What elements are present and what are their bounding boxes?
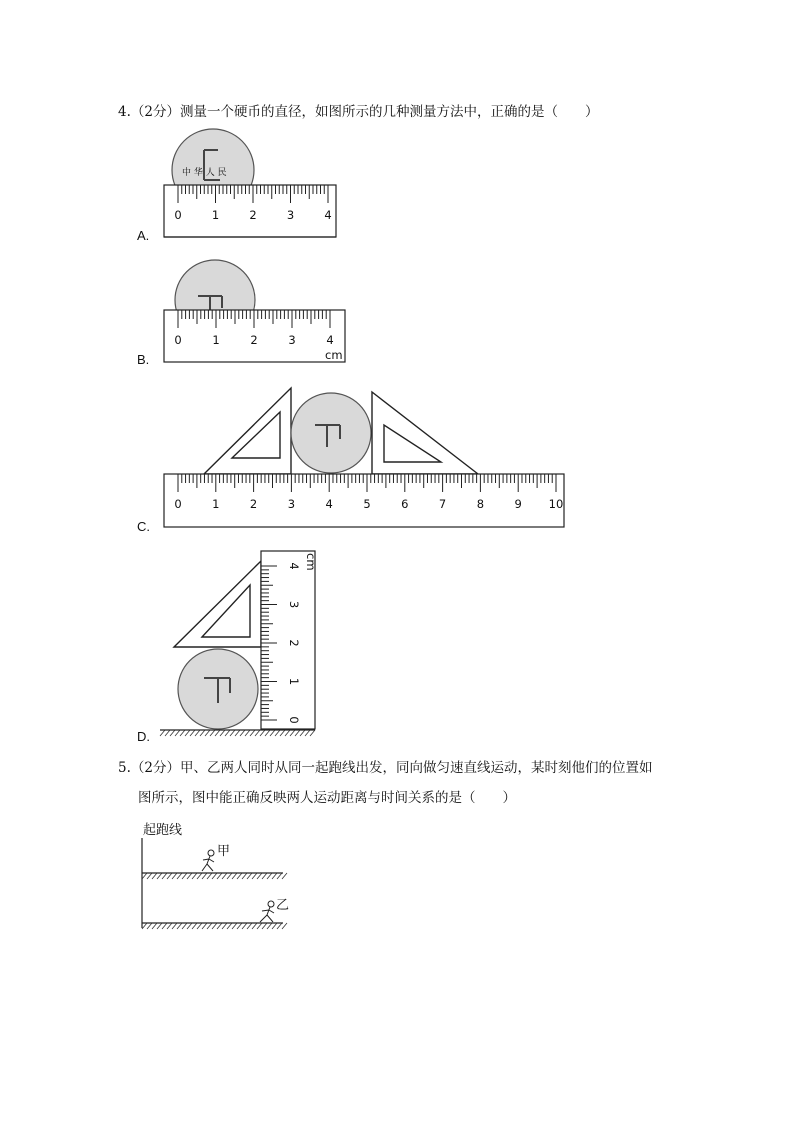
triangle-d-inner — [202, 585, 250, 637]
figure-q5 — [135, 818, 295, 938]
ruler-d-unit: cm — [304, 553, 318, 571]
ruler-tick-label: 4 — [325, 497, 333, 511]
ruler-tick-label: 4 — [326, 333, 334, 347]
ruler-tick-label: 0 — [174, 497, 182, 511]
track-upper-hatch — [142, 873, 287, 879]
ruler-tick-label: 0 — [287, 716, 301, 724]
question-5-line1: 5.（2分）甲、乙两人同时从同一起跑线出发，同向做匀速直线运动，某时刻他们的位置如 — [118, 760, 653, 776]
ruler-tick-label: 10 — [548, 497, 564, 511]
ruler-tick-label: 2 — [249, 208, 257, 222]
question-4-text: 4.（2分）测量一个硬币的直径，如图所示的几种测量方法中，正确的是（ ） — [118, 104, 599, 120]
figure-a — [160, 130, 350, 245]
ruler-tick-label: 8 — [476, 497, 485, 511]
track-lower-hatch — [142, 923, 287, 929]
ruler-tick-label: 7 — [438, 497, 447, 511]
ruler-tick-label: 6 — [401, 497, 409, 511]
option-b-label: B. — [137, 352, 150, 367]
option-d-label: D. — [137, 729, 150, 744]
coin-c — [291, 393, 371, 473]
runner-b-label: 乙 — [276, 898, 290, 913]
option-c-label: C. — [137, 519, 150, 534]
runner-a-label: 甲 — [217, 844, 231, 859]
ruler-tick-label: 2 — [250, 333, 258, 347]
ruler-tick-label: 4 — [287, 562, 301, 570]
ruler-tick-label: 3 — [288, 333, 296, 347]
triangle-left-inner — [232, 412, 280, 458]
ruler-tick-label: 3 — [287, 497, 296, 511]
coin-a-mark: 中 华 人 民 — [182, 168, 227, 178]
ruler-tick-label: 2 — [287, 639, 301, 647]
figure-d — [160, 548, 330, 743]
ruler-tick-label: 1 — [287, 677, 301, 686]
ruler-tick-label: 0 — [174, 208, 182, 222]
runner-b-figure — [260, 901, 274, 922]
ruler-tick-label: 1 — [211, 208, 220, 222]
ruler-tick-label: 3 — [286, 208, 295, 222]
runner-a-figure — [202, 850, 214, 871]
ruler-tick-label: 1 — [212, 497, 220, 511]
ruler-tick-label: 1 — [212, 333, 220, 347]
ruler-tick-label: 3 — [287, 600, 301, 609]
ruler-tick-label: 5 — [363, 497, 371, 511]
start-line-label: 起跑线 — [143, 823, 183, 838]
figure-b — [160, 262, 350, 362]
figure-c — [160, 385, 570, 530]
question-5-line2: 图所示，图中能正确反映两人运动距离与时间关系的是（ ） — [138, 790, 516, 806]
ruler-tick-label: 0 — [174, 333, 182, 347]
ruler-b-unit: cm — [325, 348, 343, 362]
ruler-tick-label: 9 — [514, 497, 522, 511]
ruler-tick-label: 2 — [249, 497, 258, 511]
ground-d-hatch — [160, 730, 315, 736]
option-a-label: A. — [137, 228, 150, 243]
ruler-tick-label: 4 — [324, 208, 332, 222]
